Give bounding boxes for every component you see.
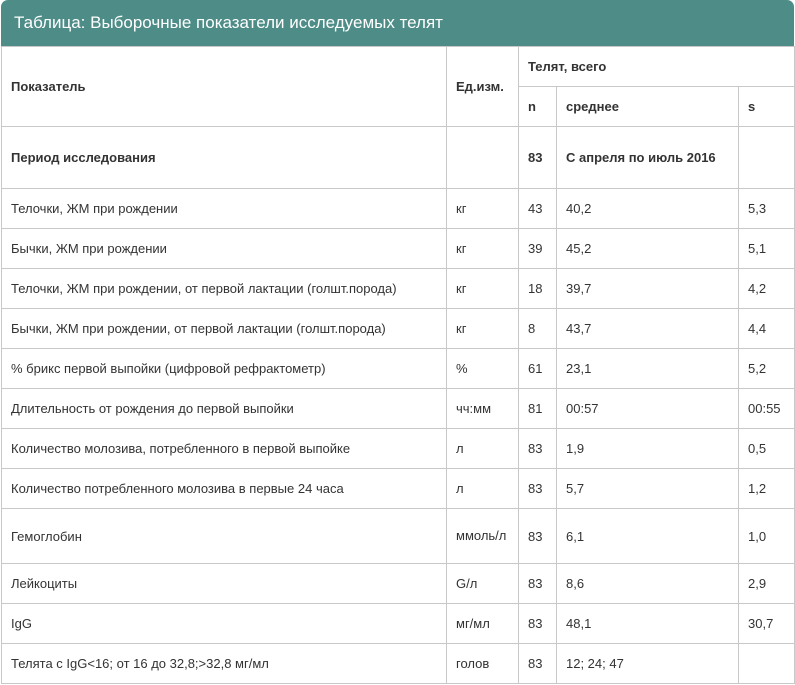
row-s: 5,2 bbox=[739, 349, 795, 389]
row-mean: 48,1 bbox=[557, 604, 739, 644]
row-n: 83 bbox=[519, 509, 557, 564]
table-row bbox=[2, 429, 795, 469]
row-unit: голов bbox=[447, 644, 519, 684]
header-unit: Ед.изм. bbox=[447, 47, 519, 127]
row-label: Бычки, ЖМ при рождении, от первой лактации (голшт.порода) bbox=[2, 309, 447, 349]
row-unit: кг bbox=[447, 309, 519, 349]
row-mean: 45,2 bbox=[557, 229, 739, 269]
row-label: Бычки, ЖМ при рождении bbox=[2, 229, 447, 269]
period-row bbox=[2, 127, 795, 189]
row-s: 4,2 bbox=[739, 269, 795, 309]
row-s: 30,7 bbox=[739, 604, 795, 644]
row-n: 18 bbox=[519, 269, 557, 309]
row-unit: кг bbox=[447, 269, 519, 309]
row-mean: 43,7 bbox=[557, 309, 739, 349]
row-n: 8 bbox=[519, 309, 557, 349]
table-row bbox=[2, 309, 795, 349]
table-row bbox=[2, 564, 795, 604]
row-label: Телята с IgG<16; от 16 до 32,8;>32,8 мг/мл bbox=[2, 644, 447, 684]
table-row bbox=[2, 509, 795, 564]
table-row bbox=[2, 604, 795, 644]
row-n: 61 bbox=[519, 349, 557, 389]
row-mean: 8,6 bbox=[557, 564, 739, 604]
row-label: % брикс первой выпойки (цифровой рефрактометр) bbox=[2, 349, 447, 389]
row-n: 83 bbox=[519, 469, 557, 509]
table-row bbox=[2, 269, 795, 309]
row-s: 5,1 bbox=[739, 229, 795, 269]
row-mean: 5,7 bbox=[557, 469, 739, 509]
row-mean: 12; 24; 47 bbox=[557, 644, 739, 684]
row-label: Гемоглобин bbox=[2, 509, 447, 564]
table-body bbox=[2, 127, 795, 684]
row-n: 83 bbox=[519, 644, 557, 684]
row-n: 81 bbox=[519, 389, 557, 429]
row-n: 83 bbox=[519, 429, 557, 469]
row-s: 00:55 bbox=[739, 389, 795, 429]
row-mean: 40,2 bbox=[557, 189, 739, 229]
row-mean: 1,9 bbox=[557, 429, 739, 469]
row-unit: кг bbox=[447, 229, 519, 269]
row-unit: л bbox=[447, 469, 519, 509]
row-s: 0,5 bbox=[739, 429, 795, 469]
table-row bbox=[2, 389, 795, 429]
row-unit: G/л bbox=[447, 564, 519, 604]
table-row bbox=[2, 349, 795, 389]
row-label: Телочки, ЖМ при рождении bbox=[2, 189, 447, 229]
table-row bbox=[2, 644, 795, 684]
table-title: Таблица: Выборочные показатели исследуемых телят bbox=[1, 0, 794, 46]
row-unit: % bbox=[447, 349, 519, 389]
row-label: Количество молозива, потребленного в первой выпойке bbox=[2, 429, 447, 469]
row-s: 1,0 bbox=[739, 509, 795, 564]
row-s: 1,2 bbox=[739, 469, 795, 509]
row-n: 83 bbox=[519, 604, 557, 644]
row-s: 4,4 bbox=[739, 309, 795, 349]
row-unit: чч:мм bbox=[447, 389, 519, 429]
period-n: 83 bbox=[519, 127, 557, 189]
row-s bbox=[739, 644, 795, 684]
row-unit: ммоль/л bbox=[447, 509, 519, 564]
table-container bbox=[1, 0, 794, 684]
period-value: С апреля по июль 2016 bbox=[557, 127, 739, 189]
row-mean: 23,1 bbox=[557, 349, 739, 389]
table-row bbox=[2, 469, 795, 509]
period-s bbox=[739, 127, 795, 189]
row-label: IgG bbox=[2, 604, 447, 644]
row-mean: 6,1 bbox=[557, 509, 739, 564]
table-row bbox=[2, 189, 795, 229]
row-label: Количество потребленного молозива в первые 24 часа bbox=[2, 469, 447, 509]
row-mean: 39,7 bbox=[557, 269, 739, 309]
row-unit: мг/мл bbox=[447, 604, 519, 644]
header-group: Телят, всего bbox=[519, 47, 795, 87]
row-mean: 00:57 bbox=[557, 389, 739, 429]
row-n: 43 bbox=[519, 189, 557, 229]
period-unit bbox=[447, 127, 519, 189]
row-s: 5,3 bbox=[739, 189, 795, 229]
row-s: 2,9 bbox=[739, 564, 795, 604]
header-n: n bbox=[519, 87, 557, 127]
data-table bbox=[1, 46, 795, 684]
row-unit: кг bbox=[447, 189, 519, 229]
header-s: s bbox=[739, 87, 795, 127]
period-label: Период исследования bbox=[2, 127, 447, 189]
row-unit: л bbox=[447, 429, 519, 469]
row-label: Телочки, ЖМ при рождении, от первой лактации (голшт.порода) bbox=[2, 269, 447, 309]
row-label: Длительность от рождения до первой выпойки bbox=[2, 389, 447, 429]
row-n: 39 bbox=[519, 229, 557, 269]
table-row bbox=[2, 229, 795, 269]
row-label: Лейкоциты bbox=[2, 564, 447, 604]
header-indicator: Показатель bbox=[2, 47, 447, 127]
header-mean: среднее bbox=[557, 87, 739, 127]
row-n: 83 bbox=[519, 564, 557, 604]
